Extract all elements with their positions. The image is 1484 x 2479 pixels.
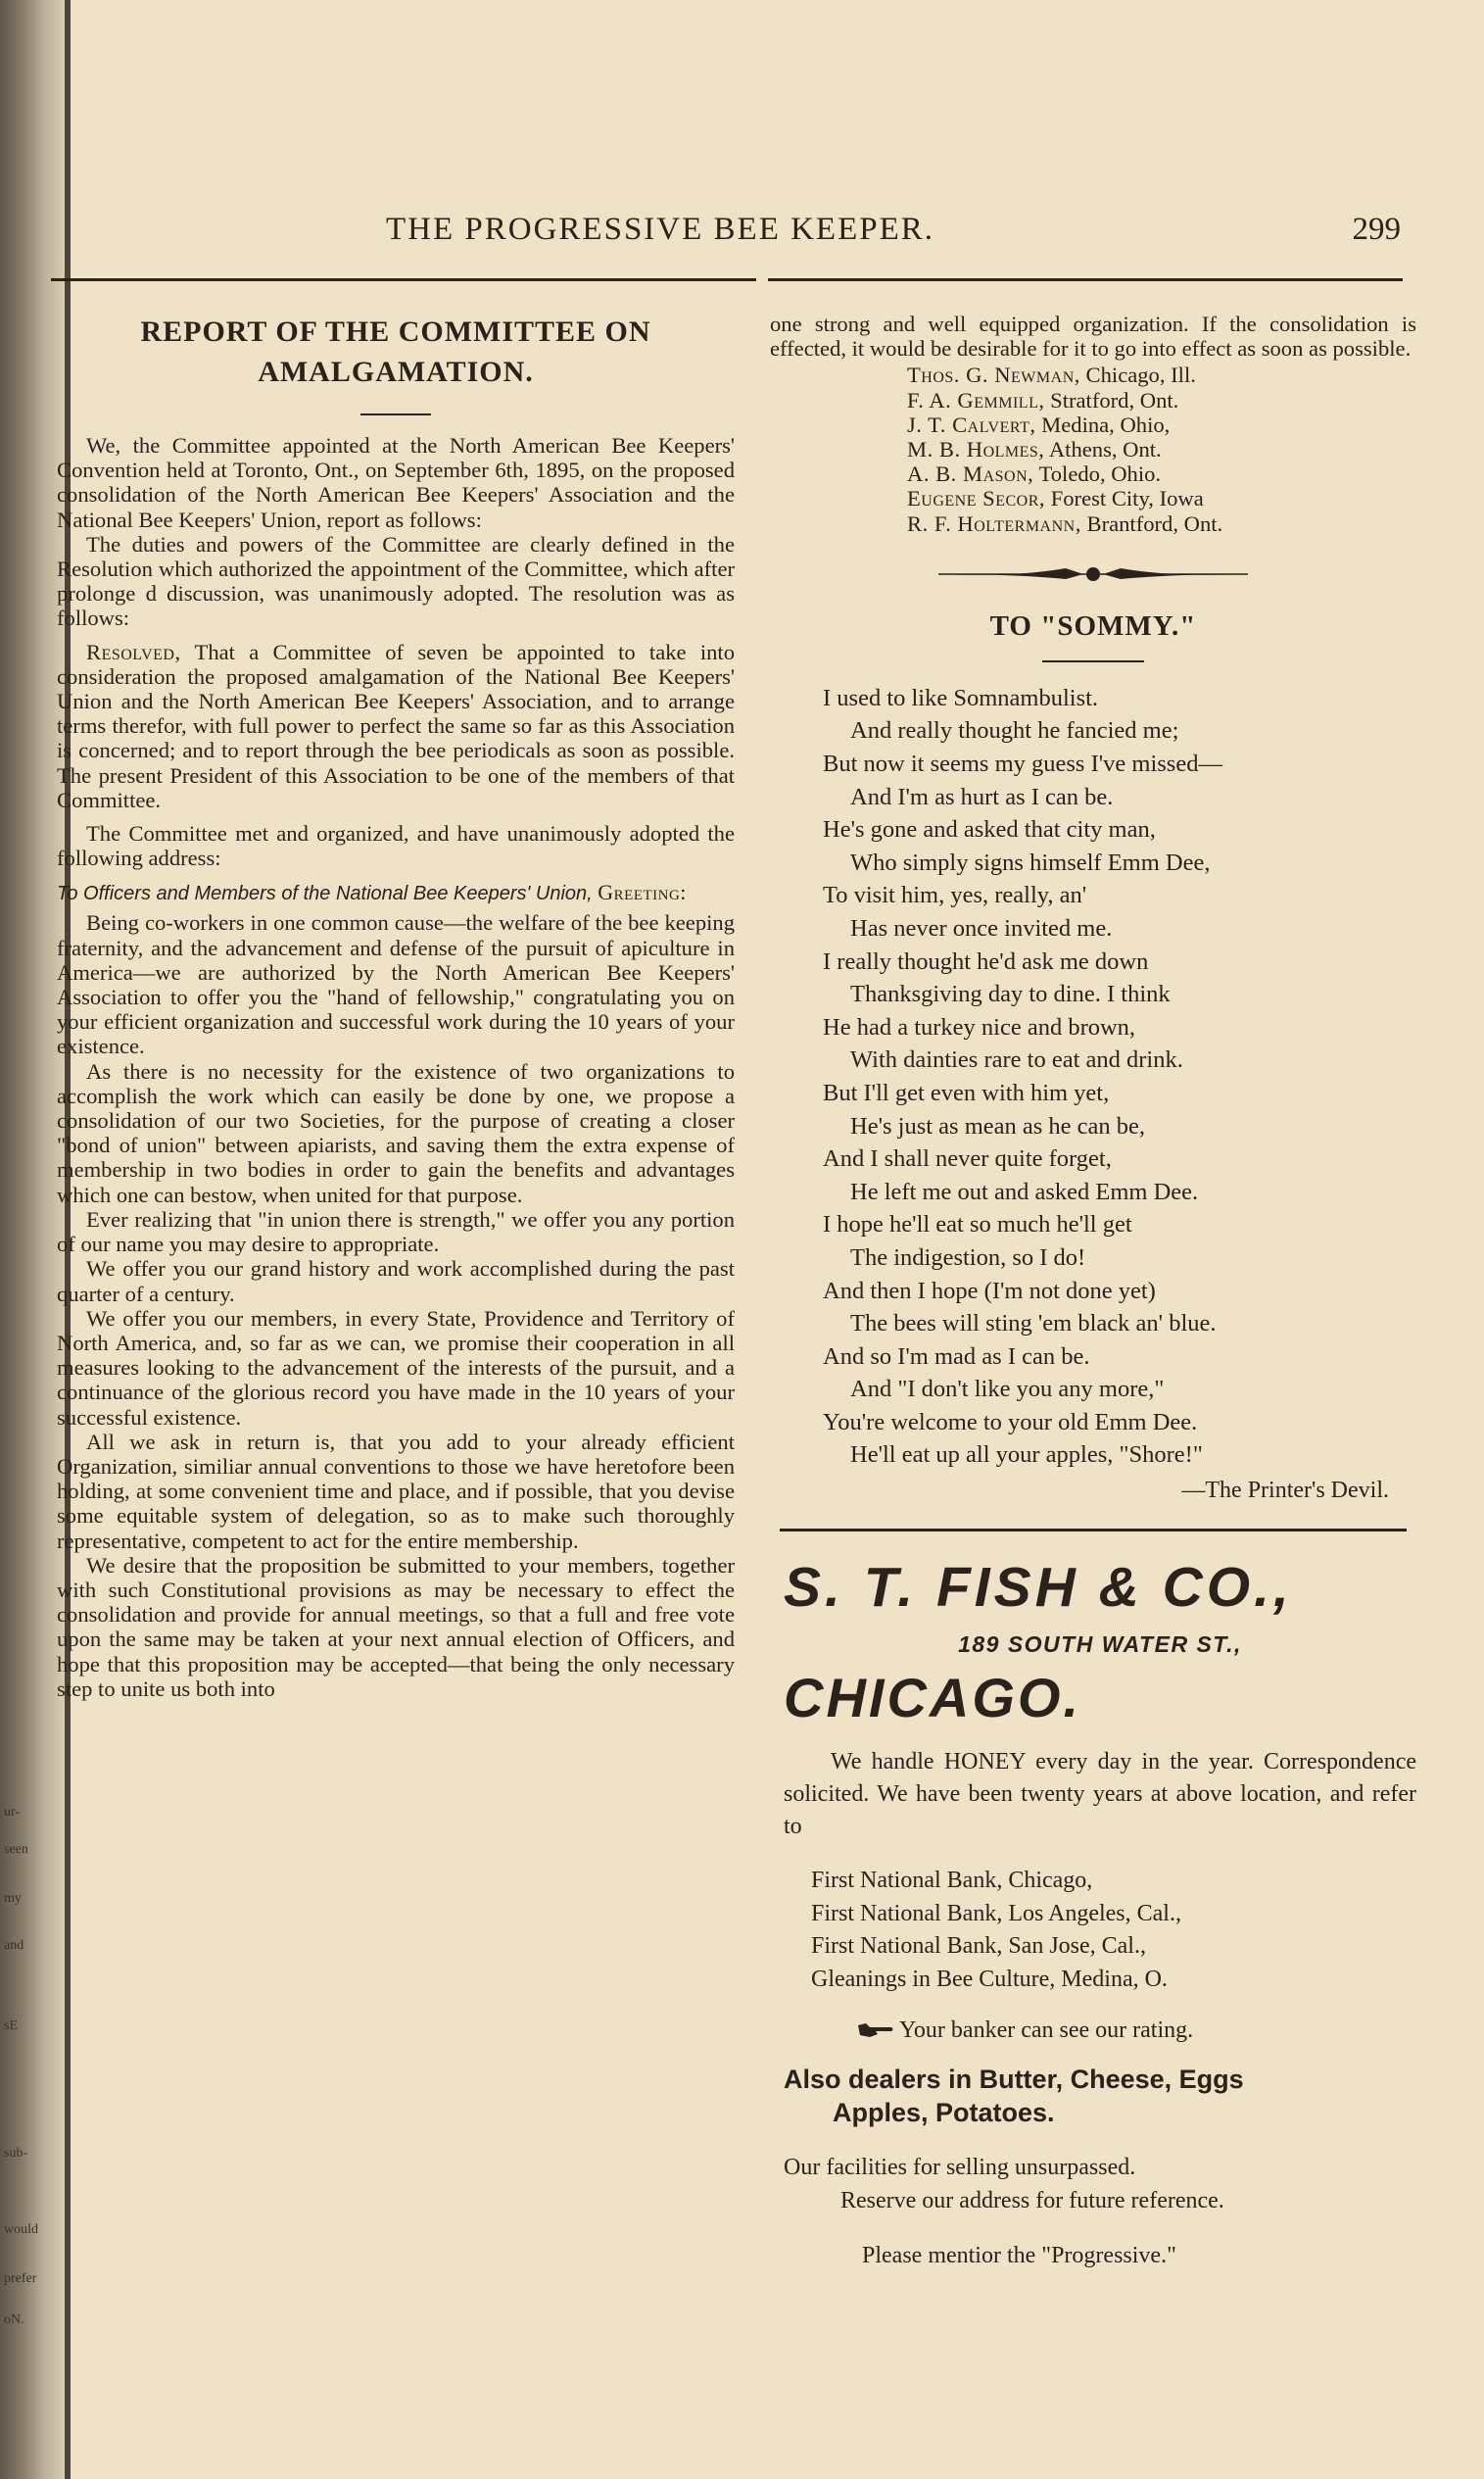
- gutter-fragment: my: [4, 1891, 22, 1906]
- signer-place: Chicago, Ill.: [1079, 363, 1196, 388]
- poem-line: Thanksgiving day to dine. I think: [850, 981, 1171, 1008]
- rating-text: Your banker can see our rating.: [899, 2017, 1194, 2044]
- poem-line: And I'm as hurt as I can be.: [850, 783, 1114, 810]
- poem-line: Who simply signs himself Emm Dee,: [850, 849, 1211, 876]
- poem-title: TO "SOMMY.": [989, 609, 1197, 642]
- poem-line: He's gone and asked that city man,: [823, 816, 1156, 844]
- resolved-lead: Resolved,: [86, 639, 181, 664]
- poem-line: And I shall never quite forget,: [823, 1145, 1112, 1173]
- gutter-fragment: prefer: [4, 2271, 37, 2286]
- ad-dealers-notice: [784, 2063, 1416, 2129]
- address-paragraph: Being co-workers in one common cause—the welfare of the bee keeping fraternity, and the advancement and defense of the pursuit of apiculture in America—we are authorized by the North American Bee Keepers' Association to offer you the "hand of fellowship," congratulating you on your efficient organization and successful work during the 10 years of your existence.: [57, 910, 735, 1059]
- poem-line: The indigestion, so I do!: [850, 1243, 1086, 1271]
- committee-signers: [907, 363, 1416, 535]
- signer-place: Toledo, Ohio.: [1033, 462, 1162, 487]
- dealers-line: Apples, Potatoes.: [833, 2098, 1055, 2128]
- signer-place: Medina, Ohio,: [1035, 412, 1171, 437]
- poem-line: He left me out and asked Emm Dee.: [850, 1178, 1199, 1205]
- reference-item: First National Bank, Los Angeles, Cal.,: [811, 1900, 1181, 1926]
- signer-place: Stratford, Ont.: [1044, 387, 1179, 413]
- poem-line: To visit him, yes, really, an': [823, 882, 1087, 909]
- signer-name: F. A. Gemmill,: [907, 387, 1045, 413]
- signer-line: [907, 486, 1416, 510]
- poem-line: Has never once invited me.: [850, 914, 1113, 942]
- report-continuation: one strong and well equipped organization. If the consolidation is effected, it would be desirable for it to go into effect as soon as possible.: [770, 312, 1416, 362]
- poem-attribution: —The Printer's Devil.: [1181, 1478, 1389, 1504]
- salutation-greeting: Greeting:: [598, 880, 687, 905]
- page-number: 299: [1352, 212, 1401, 247]
- signer-name: Eugene Secor,: [907, 486, 1046, 511]
- poem-line: And "I don't like you any more,": [850, 1376, 1165, 1403]
- title-divider: [360, 413, 431, 415]
- reference-item: Gleanings in Bee Culture, Medina, O.: [811, 1966, 1168, 1992]
- report-title: REPORT OF THE COMMITTEE ON AMALGAMATION.: [140, 316, 651, 388]
- gutter-fragment: and: [4, 1938, 24, 1953]
- poem-line: The bees will sting 'em black an' blue.: [850, 1310, 1217, 1337]
- address-paragraph: We offer you our grand history and work accomplished during the past quarter of a century.: [57, 1256, 735, 1306]
- report-paragraph: We, the Committee appointed at the North American Bee Keepers' Convention held at Toronto, Ont., on September 6th, 1895, on the proposed consolidation of the North American Bee Keepers' Association and the National Bee Keepers' Union, report as follows:: [57, 433, 735, 532]
- ad-facilities: [784, 2151, 1416, 2217]
- address-paragraph: All we ask in return is, that you add to your already efficient Organization, similiar annual conventions to those we have heretofore been holding, at some convenient time and place, and if possible, that you devise some equitable system of delegation, so as to make such thoroughly representative, competent to act for the entire membership.: [57, 1429, 735, 1553]
- left-column: [57, 312, 735, 1701]
- gutter-fragment: ur-: [4, 1805, 21, 1820]
- signer-line: [907, 413, 1416, 437]
- poem-line: And really thought he fancied me;: [850, 717, 1179, 745]
- reference-item: First National Bank, Chicago,: [811, 1868, 1093, 1894]
- ad-references: [811, 1865, 1416, 1996]
- advertisement-rule: [780, 1529, 1407, 1531]
- pointing-hand-icon: [856, 2019, 895, 2039]
- report-paragraph: The duties and powers of the Committee are clearly defined in the Resolution which authorized the appointment of the Committee, which after prolonge d discussion, was unanimously adopted. The resolution was as follows:: [57, 531, 735, 631]
- poem-title-divider: [1042, 660, 1144, 662]
- signer-line: [907, 388, 1416, 413]
- address-paragraph: As there is no necessity for the existence of two organizations to accomplish the work which can easily be done by one, we propose a consolidation of our two Societies, for the purpose of creating a closer "bond of union" between apiarists, and saving them the extra expense of membership in two bodies in order to gain the benefits and advantages which one can bestow, when united for that purpose.: [57, 1058, 735, 1207]
- ad-street-address: 189 SOUTH WATER ST.,: [958, 1631, 1242, 1658]
- address-paragraph: Ever realizing that "in union there is strength," we offer you any portion of our name you may desire to appropriate.: [57, 1206, 735, 1257]
- reference-item: First National Bank, San Jose, Cal.,: [811, 1933, 1146, 1960]
- facilities-line: Our facilities for selling unsurpassed.: [784, 2155, 1136, 2181]
- resolution-text: That a Committee of seven be appointed to take into consideration the proposed amalgamation of the National Bee Keepers' Union and the North American Bee Keepers' Association, and to arrange terms therefor, with full power to perfect the same so far as this Association is concerned; and to report through the bee periodicals as soon as possible. The present President of this Association to be one of the members of that Committee.: [57, 639, 735, 812]
- committee-met-paragraph: The Committee met and organized, and have unanimously adopted the following address:: [57, 821, 735, 871]
- resolution-paragraph: [57, 640, 735, 812]
- poem-line: He's just as mean as he can be,: [850, 1112, 1146, 1140]
- signer-name: A. B. Mason,: [907, 462, 1034, 487]
- poem-line: I used to like Somnambulist.: [823, 684, 1099, 711]
- advertisement: [770, 1555, 1416, 2272]
- poem-line: But I'll get even with him yet,: [823, 1079, 1110, 1106]
- ad-rating-line: [856, 2014, 1416, 2047]
- address-paragraph: We offer you our members, in every State, Providence and Territory of North America, and, so far as we can, we promise their cooperation in all measures looking to the advancement of the interests of the pursuit, and a continuance of the glorious record you have made in the 10 years of your successful existence.: [57, 1305, 735, 1430]
- address-salutation: [57, 880, 735, 906]
- running-title: THE PROGRESSIVE BEE KEEPER.: [386, 212, 935, 247]
- header-rule-left: [51, 278, 756, 281]
- poem-line: But now it seems my guess I've missed—: [823, 751, 1222, 778]
- gutter-fragment: would: [4, 2222, 38, 2237]
- poem-line: I hope he'll eat so much he'll get: [823, 1211, 1132, 1239]
- poem-line: He had a turkey nice and brown,: [823, 1013, 1136, 1041]
- signer-line: [907, 437, 1416, 462]
- ad-city: CHICAGO.: [784, 1667, 1081, 1729]
- address-paragraph: We desire that the proposition be submitted to your members, together with such Constitutional provisions as may be necessary to effect the consolidation and provide for annual meetings, so that a full and free vote upon the same may be taken at your next annual election of Officers, and hope that this proposition may be accepted—that being the only necessary step to unite us both into: [57, 1552, 735, 1701]
- signer-place: Brantford, Ont.: [1080, 510, 1223, 536]
- page-header: [98, 208, 1411, 257]
- salutation-text: To Officers and Members of the National Bee Keepers' Union,: [57, 883, 593, 905]
- ad-mention-line: Please mentior the "Progressive.": [862, 2243, 1176, 2269]
- header-rule-right: [768, 278, 1403, 281]
- poem-line: I really thought he'd ask me down: [823, 948, 1149, 975]
- poem-line: He'll eat up all your apples, "Shore!": [850, 1441, 1203, 1469]
- facilities-line: Reserve our address for future reference.: [840, 2188, 1224, 2214]
- gutter-fragment: sE: [4, 2018, 18, 2033]
- poem-line: With dainties rare to eat and drink.: [850, 1046, 1183, 1074]
- signer-place: Forest City, Iowa: [1045, 486, 1204, 511]
- right-column: [770, 312, 1416, 2272]
- signer-line: [907, 363, 1416, 387]
- dealers-line: Also dealers in Butter, Cheese, Eggs: [784, 2065, 1244, 2095]
- poem-line: You're welcome to your old Emm Dee.: [823, 1408, 1198, 1435]
- signer-name: J. T. Calvert,: [907, 412, 1036, 437]
- signer-line: [907, 511, 1416, 536]
- gutter-fragment: seen: [4, 1842, 28, 1857]
- poem-body: [823, 682, 1416, 1472]
- signer-name: R. F. Holtermann,: [907, 510, 1081, 536]
- signer-line: [907, 462, 1416, 486]
- gutter-fragment: oN.: [4, 2312, 24, 2327]
- gutter-fragment: sub-: [4, 2146, 28, 2161]
- ad-body-text: We handle HONEY every day in the year. Correspondence solicited. We have been twenty years at above location, and refer to: [784, 1749, 1416, 1840]
- signer-name: M. B. Holmes,: [907, 437, 1045, 462]
- ornament-divider-icon: [936, 561, 1250, 587]
- ad-firm-name: S. T. FISH & CO.,: [784, 1556, 1293, 1620]
- signer-name: Thos. G. Newman,: [907, 363, 1080, 388]
- signer-place: Athens, Ont.: [1044, 437, 1162, 462]
- poem-line: And so I'm mad as I can be.: [823, 1342, 1090, 1370]
- poem-line: And then I hope (I'm not done yet): [823, 1277, 1156, 1304]
